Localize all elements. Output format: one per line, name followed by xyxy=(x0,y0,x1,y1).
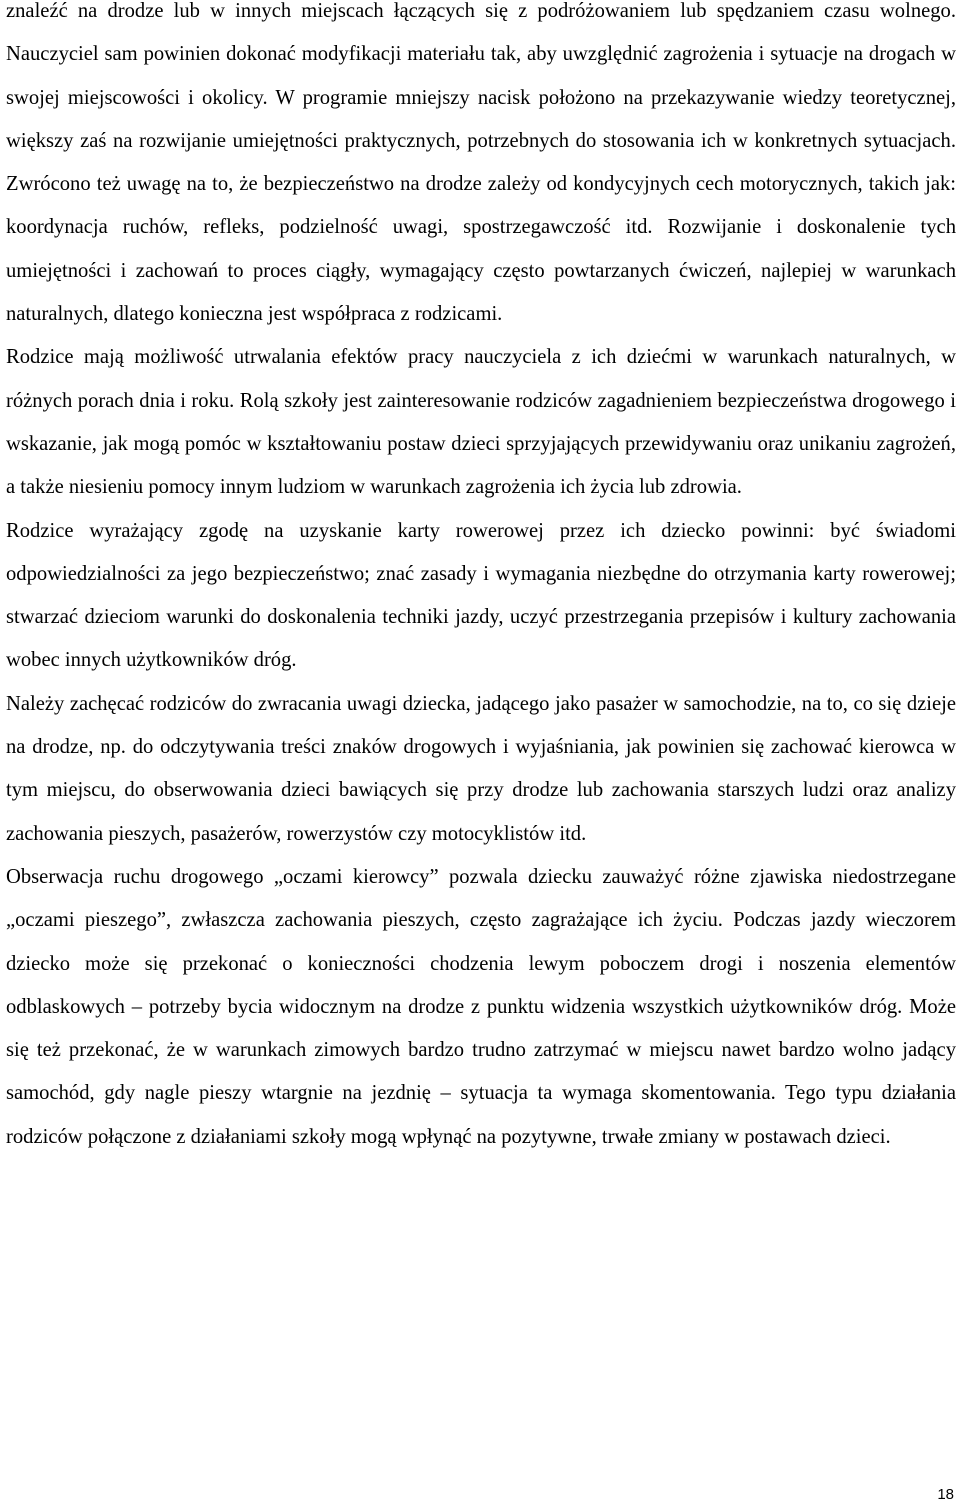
page-number: 18 xyxy=(937,1486,954,1503)
paragraph-3: Rodzice wyrażający zgodę na uzyskanie karty rowerowej przez ich dziecko powinni: być świadomi odpowiedzialności za jego bezpieczeństwo; znać zasady i wymagania niezbędne do otrzymania karty rowerowej; stwarzać dzieciom warunki do doskonalenia techniki jazdy, uczyć przestrzegania przepisów i kultury zachowania wobec innych użytkowników dróg. xyxy=(6,519,956,672)
paragraph-1: znaleźć na drodze lub w innych miejscach łączących się z podróżowaniem lub spędzaniem czasu wolnego. Nauczyciel sam powinien dokonać modyfikacji materiału tak, aby uwzględnić zagrożenia i sytuacje na drogach w swojej miejscowości i okolicy. W programie mniejszy nacisk położono na przekazywanie wiedzy teoretycznej, większy zaś na rozwijanie umiejętności praktycznych, potrzebnych do stosowania ich w konkretnych sytuacjach. Zwrócono też uwagę na to, że bezpieczeństwo na drodze zależy od kondycyjnych cech motorycznych, takich jak: koordynacja ruchów, refleks, podzielność uwagi, spostrzegawczość itd. Rozwijanie i doskonalenie tych umiejętności i zachowań to proces ciągły, wymagający często powtarzanych ćwiczeń, najlepiej w warunkach naturalnych, dlatego konieczna jest współpraca z rodzicami. xyxy=(6,0,956,326)
body-text xyxy=(6,0,956,1159)
paragraph-5: Obserwacja ruchu drogowego „oczami kierowcy” pozwala dziecku zauważyć różne zjawiska niedostrzegane „oczami pieszego”, zwłaszcza zachowania pieszych, często zagrażające ich życiu. Podczas jazdy wieczorem dziecko może się przekonać o konieczności chodzenia lewym poboczem drogi i noszenia elementów odblaskowych – potrzeby bycia widocznym na drodze z punktu widzenia wszystkich użytkowników dróg. Może się też przekonać, że w warunkach zimowych bardzo trudno zatrzymać w miejscu nawet bardzo wolno jadący samochód, gdy nagle pieszy wtargnie na jezdnię – sytuacja ta wymaga skomentowania. Tego typu działania rodziców połączone z działaniami szkoły mogą wpłynąć na pozytywne, trwałe zmiany w postawach dzieci. xyxy=(6,865,956,1148)
paragraph-2: Rodzice mają możliwość utrwalania efektów pracy nauczyciela z ich dziećmi w warunkach naturalnych, w różnych porach dnia i roku. Rolą szkoły jest zainteresowanie rodziców zagadnieniem bezpieczeństwa drogowego i wskazanie, jak mogą pomóc w kształtowaniu postaw dzieci sprzyjających przewidywaniu oraz unikaniu zagrożeń, a także niesieniu pomocy innym ludziom w warunkach zagrożenia ich życia lub zdrowia. xyxy=(6,346,956,499)
paragraph-4: Należy zachęcać rodziców do zwracania uwagi dziecka, jadącego jako pasażer w samochodzie, na to, co się dzieje na drodze, np. do odczytywania treści znaków drogowych i wyjaśniania, jak powinien się zachować kierowca w tym miejscu, do obserwowania dzieci bawiących się przy drodze lub zachowania starszych ludzi oraz analizy zachowania pieszych, pasażerów, rowerzystów czy motocyklistów itd. xyxy=(6,692,956,845)
